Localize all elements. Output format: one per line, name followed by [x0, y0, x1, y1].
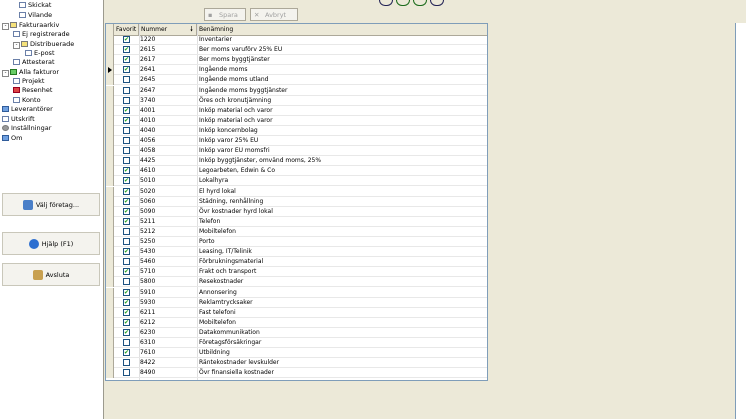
header-selector	[106, 24, 114, 35]
avsluta-button[interactable]	[2, 263, 100, 286]
cell-nummer: 2645	[140, 76, 156, 84]
save-icon: ▪	[208, 11, 213, 19]
cell-nummer: 5710	[140, 268, 156, 276]
favorit-checkbox[interactable]	[123, 278, 130, 285]
print-icon	[2, 116, 9, 122]
hjalp-label: Hjälp (F1)	[41, 239, 74, 248]
row-selector[interactable]	[106, 166, 114, 176]
row-selector[interactable]	[106, 35, 114, 45]
favorit-checkbox[interactable]: ✔	[124, 288, 130, 296]
cell-benamning: Övr kostnader hyrd lokal	[199, 207, 273, 215]
tree-item[interactable]	[13, 40, 74, 49]
red-icon	[13, 87, 20, 93]
favorit-checkbox[interactable]	[123, 127, 130, 134]
header-nummer-label: Nummer	[141, 26, 168, 33]
favorit-checkbox[interactable]: ✔	[124, 177, 130, 185]
tree-item[interactable]	[2, 124, 51, 133]
hjalp-button[interactable]	[2, 232, 100, 255]
cancel-icon: ✕	[254, 11, 260, 19]
cell-nummer: 4040	[140, 126, 156, 134]
cell-nummer: 8422	[140, 359, 156, 367]
side-panel	[735, 23, 746, 419]
favorit-checkbox[interactable]	[123, 97, 130, 104]
favorit-checkbox[interactable]: ✔	[124, 217, 130, 225]
favorit-checkbox[interactable]	[123, 137, 130, 144]
cell-nummer: 4610	[140, 167, 156, 175]
cell-nummer: 5020	[140, 187, 156, 195]
tree-item-label: E-post	[34, 49, 55, 57]
tree-item-label: Om	[11, 134, 23, 142]
tree-item-label: Attesterat	[22, 58, 55, 66]
invoice-icon	[10, 69, 17, 75]
row-selector[interactable]	[106, 288, 114, 298]
cell-nummer: 2647	[140, 86, 156, 94]
cell-nummer: 4425	[140, 157, 156, 165]
favorit-checkbox[interactable]	[123, 228, 130, 235]
help-icon	[29, 239, 39, 249]
current-row-arrow-icon	[108, 67, 112, 73]
spara-label: Spara	[219, 11, 238, 19]
expand-toggle-icon[interactable]: -	[2, 70, 9, 77]
table-row[interactable]	[106, 257, 487, 267]
cell-benamning: Ingående moms	[199, 66, 248, 74]
cell-benamning: Mobiltelefon	[199, 227, 236, 235]
tree-item-label: Ej registrerade	[22, 30, 70, 38]
row-selector[interactable]	[106, 75, 114, 85]
tree-item-label: Utskrift	[11, 115, 35, 123]
cell-nummer: 5460	[140, 258, 156, 266]
row-selector[interactable]	[106, 126, 114, 136]
favorit-checkbox[interactable]: ✔	[124, 56, 130, 64]
doc-icon	[13, 78, 20, 84]
cell-benamning: Övr finansiella kostnader	[199, 369, 274, 377]
cell-benamning: Förbrukningsmaterial	[199, 258, 264, 266]
favorit-checkbox[interactable]: ✔	[124, 248, 130, 256]
favorit-checkbox[interactable]: ✔	[124, 298, 130, 306]
tree-item[interactable]	[2, 68, 59, 77]
favorit-checkbox[interactable]	[123, 157, 130, 164]
table-row[interactable]	[106, 166, 487, 176]
cell-benamning: Inköp byggtjänster, omvänd moms, 25%	[199, 157, 322, 165]
cell-benamning: Porto	[199, 238, 215, 245]
table-row[interactable]	[106, 35, 487, 45]
table-row[interactable]	[106, 45, 487, 55]
nav-circle-icon[interactable]	[379, 0, 393, 6]
tree-item[interactable]	[25, 49, 55, 58]
cell-nummer: 5060	[140, 197, 156, 205]
account-grid	[105, 23, 488, 381]
tree-item[interactable]	[13, 86, 52, 95]
cell-nummer: 5430	[140, 248, 156, 256]
cell-nummer: 6230	[140, 328, 156, 336]
avbryt-label: Avbryt	[265, 11, 287, 19]
tree-item-label: Konto	[22, 96, 41, 104]
table-row[interactable]	[106, 156, 487, 166]
favorit-checkbox[interactable]	[123, 87, 130, 94]
row-selector[interactable]	[106, 267, 114, 277]
cell-benamning: Ber moms varuförv 25% EU	[199, 46, 283, 54]
nav-circle-icon[interactable]	[396, 0, 410, 6]
sidebar	[0, 0, 104, 419]
cell-benamning: Leasing, IT/Telinik	[199, 248, 252, 256]
cell-benamning: Ingående moms utland	[199, 76, 269, 84]
row-selector[interactable]	[106, 55, 114, 65]
table-row[interactable]	[106, 298, 487, 308]
favorit-checkbox[interactable]: ✔	[124, 349, 130, 357]
cell-nummer: 4056	[140, 137, 156, 144]
row-selector[interactable]	[106, 65, 114, 75]
avbryt-button[interactable]	[250, 8, 298, 21]
row-selector[interactable]	[106, 257, 114, 267]
table-row[interactable]	[106, 187, 487, 197]
row-selector[interactable]	[106, 247, 114, 257]
header-favorit[interactable]: Favorit	[114, 24, 139, 35]
table-row[interactable]	[106, 75, 487, 85]
row-selector[interactable]	[106, 217, 114, 227]
row-selector[interactable]	[106, 328, 114, 338]
cell-benamning: Städning, renhållning	[199, 197, 264, 205]
tree-item-label: Alla fakturor	[19, 68, 59, 76]
exit-icon	[33, 270, 43, 280]
tree-item-label: Fakturaarkiv	[19, 21, 60, 29]
cell-nummer: 6212	[140, 318, 156, 326]
row-selector[interactable]	[106, 96, 114, 106]
table-row[interactable]	[106, 328, 487, 338]
table-row[interactable]	[106, 146, 487, 156]
cell-benamning: Lokalhyra	[199, 177, 229, 185]
row-selector[interactable]	[106, 176, 114, 186]
company-icon	[23, 200, 33, 210]
cell-nummer: 7610	[140, 349, 156, 357]
table-row[interactable]	[106, 267, 487, 277]
row-selector[interactable]	[106, 45, 114, 55]
tree-item-label: Leverantörer	[11, 105, 53, 113]
cell-benamning: El hyrd lokal	[199, 187, 236, 195]
tree-item[interactable]	[19, 1, 51, 10]
header-nummer[interactable]	[139, 24, 197, 35]
row-selector[interactable]	[106, 368, 114, 378]
favorit-checkbox[interactable]: ✔	[124, 268, 130, 276]
tree-item-label: Inställningar	[11, 124, 52, 132]
cell-benamning: Reklamtrycksaker	[199, 298, 253, 306]
cell-benamning: Öres och kronutjämning	[199, 96, 272, 104]
cell-benamning: Annonsering	[199, 288, 237, 296]
table-row[interactable]	[106, 358, 487, 368]
table-row[interactable]	[106, 86, 487, 96]
doc-icon	[19, 12, 26, 18]
row-selector[interactable]	[106, 187, 114, 197]
favorit-checkbox[interactable]: ✔	[124, 308, 130, 316]
archive-icon	[10, 22, 17, 28]
settings-icon	[2, 125, 9, 131]
cell-nummer: 2615	[140, 46, 156, 54]
cell-nummer: 5090	[140, 207, 156, 215]
favorit-checkbox[interactable]: ✔	[124, 106, 130, 114]
cell-benamning: Frakt och transport	[199, 268, 257, 276]
cell-nummer: 4010	[140, 116, 156, 124]
valj-foretag-button[interactable]	[2, 193, 100, 216]
row-selector[interactable]	[106, 156, 114, 166]
favorit-checkbox[interactable]	[123, 339, 130, 346]
favorit-checkbox[interactable]: ✔	[124, 207, 130, 215]
table-row[interactable]	[106, 197, 487, 207]
row-selector[interactable]	[106, 146, 114, 156]
cell-nummer: 5250	[140, 238, 156, 245]
favorit-checkbox[interactable]: ✔	[124, 167, 130, 175]
cell-benamning: Fast telefoni	[199, 308, 236, 316]
cell-benamning: Inventarier	[199, 36, 232, 43]
cell-nummer: 5212	[140, 227, 156, 235]
nav-circle-icon[interactable]	[430, 0, 444, 6]
row-selector[interactable]	[106, 86, 114, 96]
favorit-checkbox[interactable]	[123, 258, 130, 265]
favorit-checkbox[interactable]: ✔	[124, 328, 130, 336]
table-row[interactable]	[106, 106, 487, 116]
tree-item[interactable]	[2, 105, 53, 114]
row-selector[interactable]	[106, 338, 114, 348]
cell-nummer: 8490	[140, 369, 156, 377]
favorit-checkbox[interactable]: ✔	[124, 197, 130, 205]
favorit-checkbox[interactable]: ✔	[124, 36, 130, 43]
table-row[interactable]	[106, 126, 487, 136]
avsluta-label: Avsluta	[45, 270, 70, 279]
row-selector[interactable]	[106, 197, 114, 207]
cell-nummer: 5800	[140, 278, 156, 286]
valj-foretag-label: Välj företag...	[35, 200, 80, 209]
favorit-checkbox[interactable]	[123, 369, 130, 376]
table-row[interactable]	[106, 348, 487, 358]
table-row[interactable]	[106, 207, 487, 217]
row-selector[interactable]	[106, 308, 114, 318]
row-selector[interactable]	[106, 106, 114, 116]
info-icon	[2, 135, 9, 141]
tree-item-label: Distribuerade	[30, 40, 75, 48]
favorit-checkbox[interactable]	[123, 76, 130, 83]
cell-benamning: Legoarbeten, Edwin & Co	[199, 167, 276, 175]
favorit-checkbox[interactable]: ✔	[124, 318, 130, 326]
favorit-checkbox[interactable]	[123, 147, 130, 154]
cell-nummer: 2641	[140, 66, 156, 74]
tree-item-label: Projekt	[22, 77, 45, 85]
cell-benamning: Företagsförsäkringar	[199, 339, 262, 346]
tree-item[interactable]	[19, 11, 52, 20]
doc-icon	[19, 2, 26, 8]
favorit-checkbox[interactable]	[123, 238, 130, 245]
tree-item[interactable]	[13, 58, 55, 67]
table-row[interactable]	[106, 237, 487, 247]
favorit-checkbox[interactable]: ✔	[124, 66, 130, 74]
favorit-checkbox[interactable]: ✔	[124, 46, 130, 54]
tree-item[interactable]	[2, 21, 59, 30]
row-selector[interactable]	[106, 298, 114, 308]
cell-benamning: Inköp material och varor	[199, 106, 273, 114]
cell-nummer: 5930	[140, 298, 156, 306]
row-selector[interactable]	[106, 277, 114, 287]
table-row[interactable]	[106, 96, 487, 106]
cell-nummer: 6211	[140, 308, 156, 316]
header-benamning[interactable]: Benämning	[199, 26, 234, 33]
row-selector[interactable]	[106, 227, 114, 237]
tree-item[interactable]	[13, 96, 41, 105]
cell-nummer: 5211	[140, 217, 156, 225]
supplier-icon	[2, 106, 9, 112]
nav-circle-icon[interactable]	[413, 0, 427, 6]
table-row[interactable]	[106, 136, 487, 146]
row-selector[interactable]	[106, 116, 114, 126]
doc-icon	[13, 31, 20, 37]
table-row[interactable]	[106, 55, 487, 65]
cell-benamning: Inköp varor 25% EU	[199, 137, 259, 144]
cell-benamning: Inköp material och varor	[199, 116, 273, 124]
cell-nummer: 5910	[140, 288, 156, 296]
row-selector[interactable]	[106, 358, 114, 368]
doc-icon	[25, 50, 32, 56]
table-row[interactable]	[106, 116, 487, 126]
tree-item[interactable]	[13, 77, 44, 86]
table-row[interactable]	[106, 65, 487, 75]
table-row[interactable]	[106, 217, 487, 227]
cell-benamning: Datakommunikation	[199, 328, 260, 336]
table-row[interactable]	[106, 277, 487, 287]
cell-benamning: Ingående moms byggtjänster	[199, 86, 288, 94]
cell-benamning: Utbildning	[199, 349, 230, 357]
doc-icon	[13, 97, 20, 103]
row-selector[interactable]	[106, 348, 114, 358]
sort-desc-icon: 🠗	[189, 25, 193, 33]
folder-icon	[21, 41, 28, 47]
cell-benamning: Ber moms byggtjänster	[199, 56, 270, 64]
table-row[interactable]	[106, 318, 487, 328]
table-row[interactable]	[106, 288, 487, 298]
cell-nummer: 5010	[140, 177, 156, 185]
favorit-checkbox[interactable]: ✔	[124, 187, 130, 195]
cell-nummer: 2617	[140, 56, 156, 64]
tree-item[interactable]	[2, 115, 35, 124]
cell-benamning: Inköp varor EU momsfri	[199, 147, 270, 155]
table-row[interactable]	[106, 368, 487, 378]
tree-item-label: Skickat	[28, 1, 52, 9]
toolbar	[104, 0, 746, 22]
cell-nummer: 6310	[140, 339, 156, 346]
expand-toggle-icon[interactable]: -	[13, 42, 20, 49]
cell-nummer: 4058	[140, 147, 156, 155]
favorit-checkbox[interactable]	[123, 359, 130, 366]
table-row[interactable]	[106, 227, 487, 237]
tree-item[interactable]	[13, 30, 70, 39]
row-selector[interactable]	[106, 136, 114, 146]
cell-nummer: 3740	[140, 96, 156, 104]
row-selector[interactable]	[106, 318, 114, 328]
tree-item-label: Vilande	[28, 11, 53, 19]
row-selector[interactable]	[106, 207, 114, 217]
cell-nummer: 1220	[140, 36, 156, 43]
expand-toggle-icon[interactable]: -	[2, 23, 9, 30]
cell-benamning: Mobiltelefon	[199, 318, 236, 326]
table-row[interactable]	[106, 176, 487, 186]
table-row[interactable]	[106, 247, 487, 257]
doc-icon	[13, 59, 20, 65]
cell-benamning: Resekostnader	[199, 278, 244, 286]
cell-benamning: Räntekostnader levskulder	[199, 359, 280, 367]
spara-button[interactable]	[204, 8, 246, 21]
row-selector[interactable]	[106, 237, 114, 247]
table-row[interactable]	[106, 338, 487, 348]
favorit-checkbox[interactable]: ✔	[124, 116, 130, 124]
tree-item[interactable]	[2, 134, 22, 143]
tree-item-label: Resenhet	[22, 86, 53, 94]
table-row[interactable]	[106, 308, 487, 318]
cell-benamning: Inköp koncernbolag	[199, 126, 258, 134]
cell-benamning: Telefon	[199, 217, 221, 225]
cell-nummer: 4001	[140, 106, 156, 114]
